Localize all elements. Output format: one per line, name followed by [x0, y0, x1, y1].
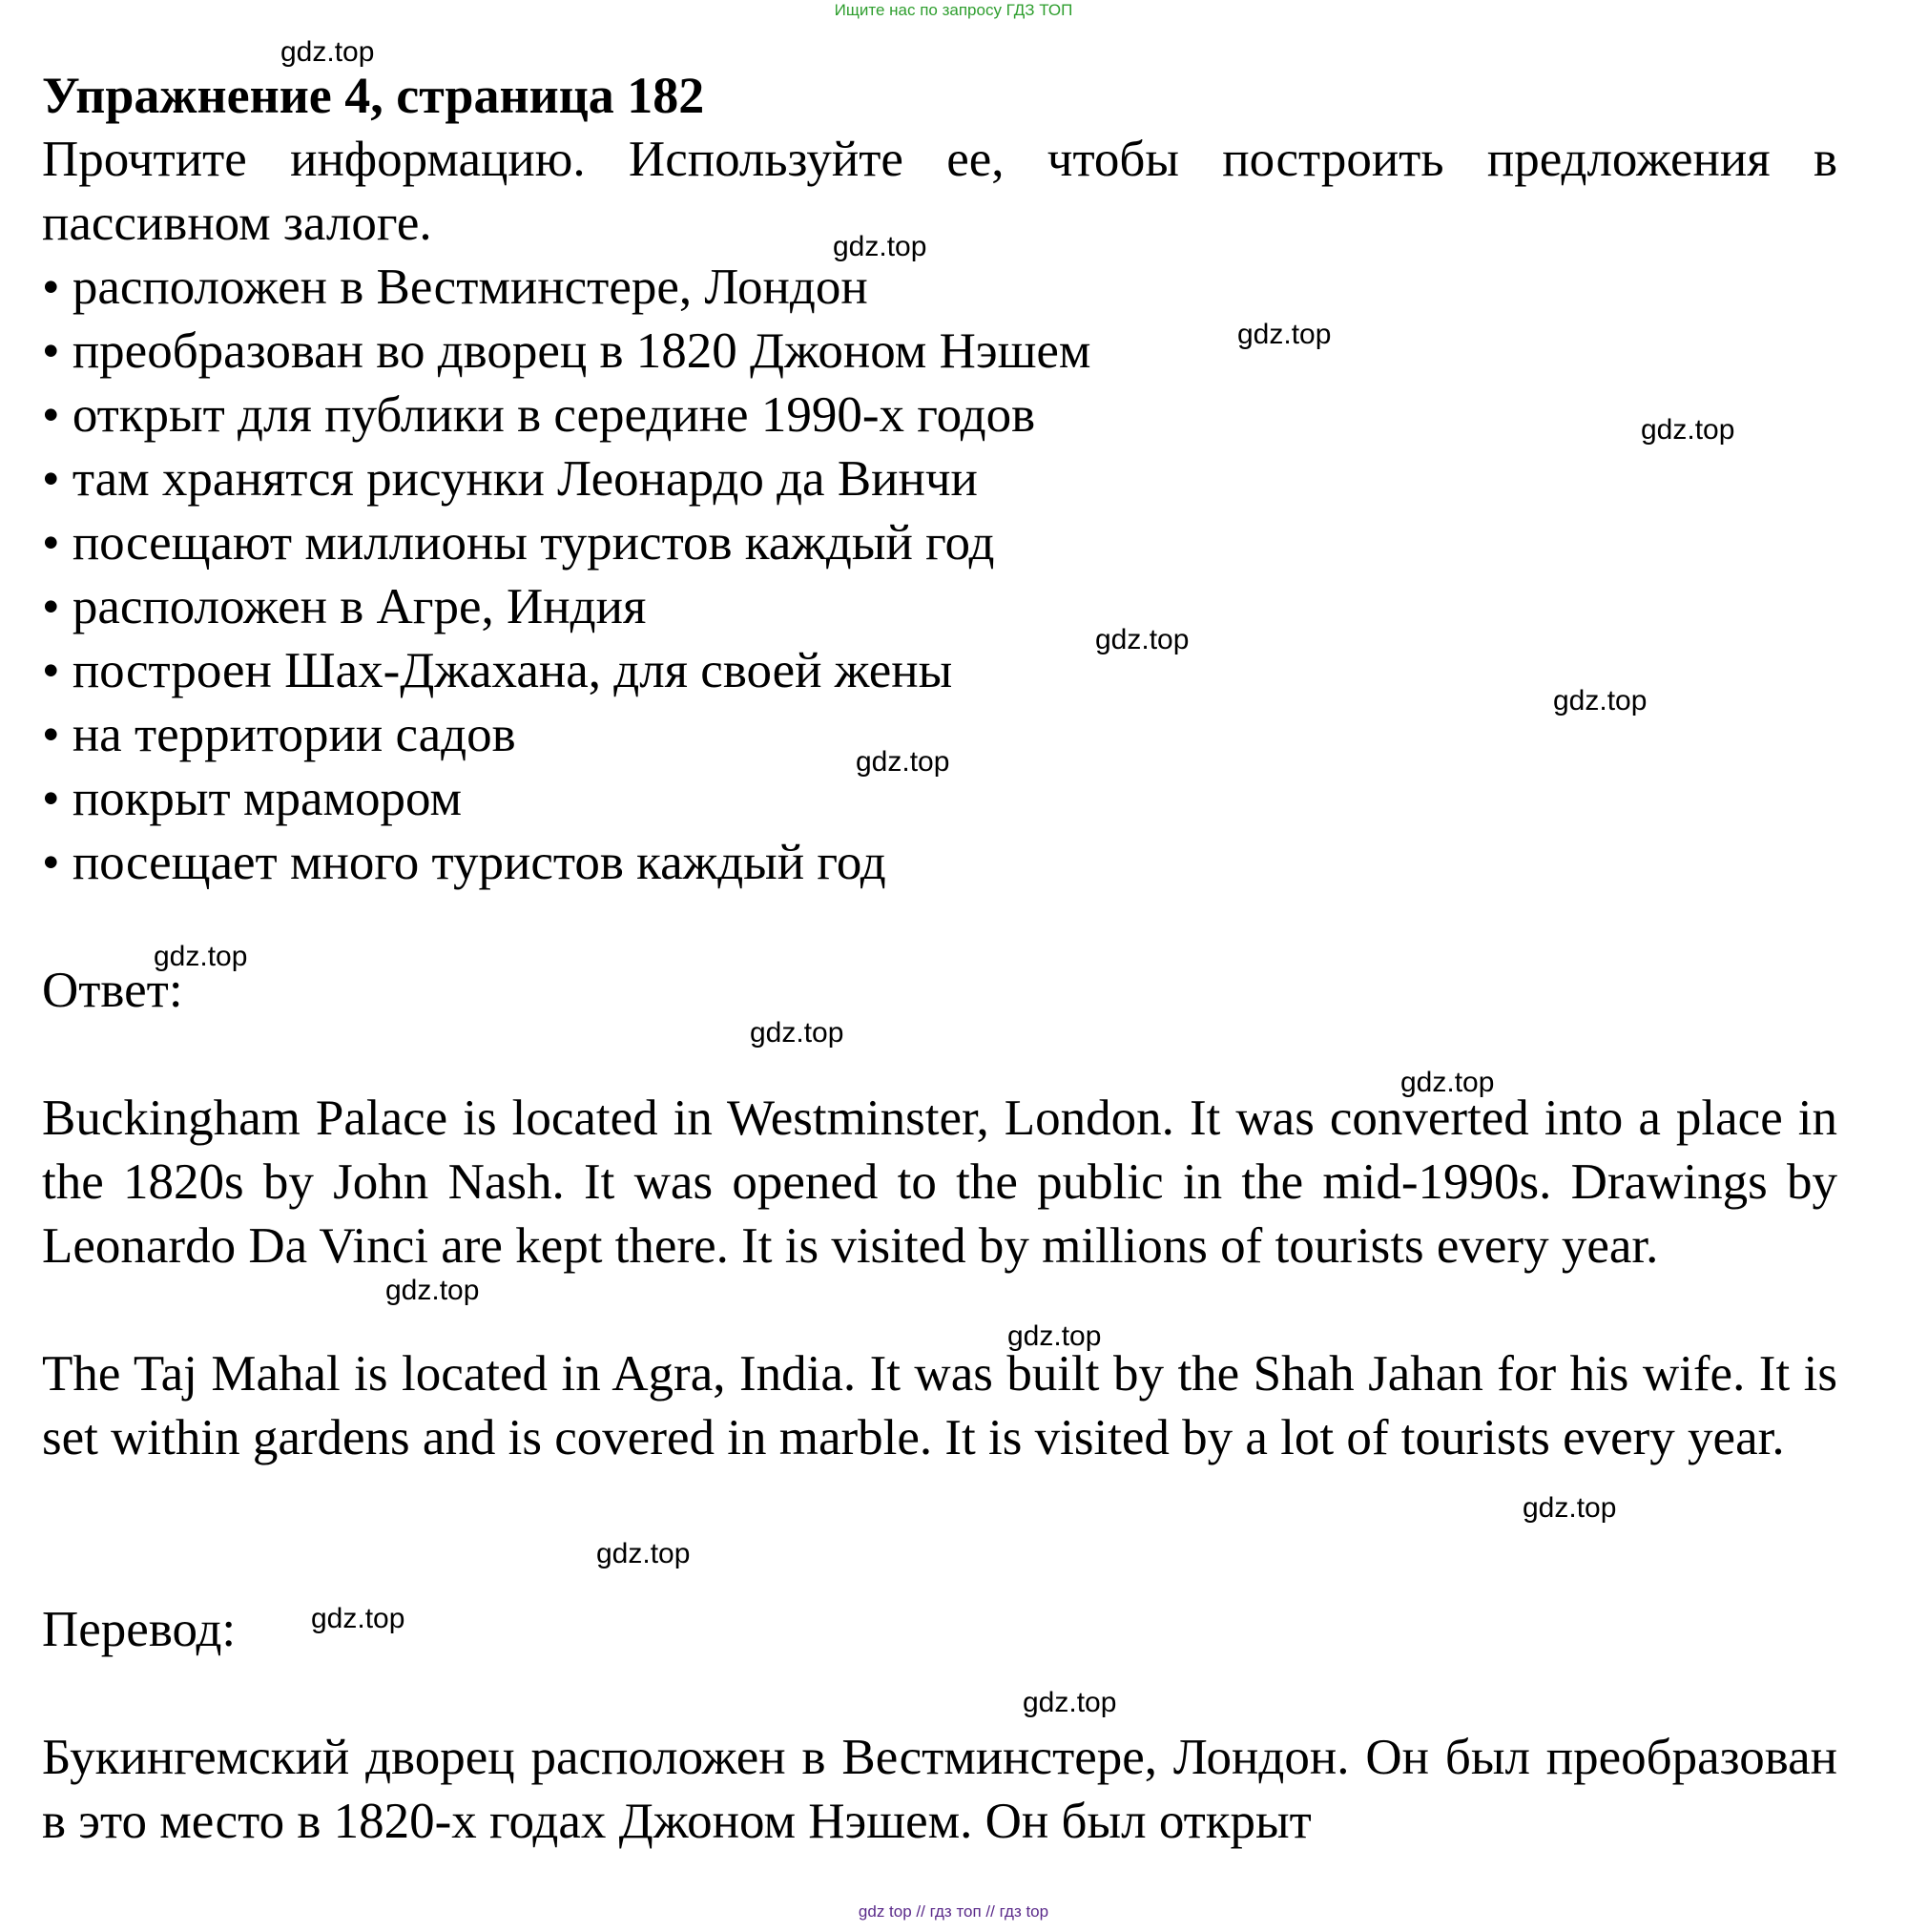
instruction-text: Прочтите информацию. Используйте ее, чтобы построить предложения в пассивном залоге. [42, 132, 1837, 251]
answer-label: Ответ: [42, 963, 183, 1018]
translation-paragraph: Букингемский дворец расположен в Вестминстере, Лондон. Он был преобразован в это место в 1820-х годах Джоном Нэшем. Он был открыт [42, 1730, 1837, 1849]
watermark: gdz.top [154, 941, 248, 972]
watermark: gdz.top [280, 36, 375, 68]
page-title: Упражнение 4, страница 182 [42, 67, 705, 124]
top-banner: Ищите нас по запросу ГДЗ ТОП [834, 1, 1073, 19]
watermark: gdz.top [1523, 1492, 1617, 1524]
watermark: gdz.top [1007, 1320, 1102, 1352]
fact-item: • расположен в Агре, Индия [42, 575, 1090, 639]
fact-item: • преобразован во дворец в 1820 Джоном Нэшем [42, 320, 1090, 384]
fact-item: • покрыт мрамором [42, 767, 1090, 831]
watermark: gdz.top [1641, 414, 1735, 446]
translation-label: Перевод: [42, 1602, 237, 1657]
watermark: gdz.top [1400, 1067, 1495, 1098]
fact-item: • построен Шах-Джахана, для своей жены [42, 639, 1090, 703]
fact-item: • расположен в Вестминстере, Лондон [42, 256, 1090, 320]
bottom-banner: gdz top // гдз топ // гдз top [858, 1902, 1049, 1921]
fact-item: • посещает много туристов каждый год [42, 831, 1090, 895]
watermark: gdz.top [385, 1275, 480, 1306]
watermark: gdz.top [856, 746, 950, 778]
watermark: gdz.top [750, 1017, 844, 1049]
watermark: gdz.top [1237, 319, 1332, 350]
watermark: gdz.top [1553, 685, 1648, 717]
watermark: gdz.top [1095, 624, 1190, 655]
answer-paragraph-taj-mahal: The Taj Mahal is located in Agra, India. It was built by the Shah Jahan for his wife. It is set within gardens and is covered in marble. It is visited by a lot of tourists every year. [42, 1346, 1837, 1465]
watermark: gdz.top [833, 231, 927, 262]
answer-paragraph-buckingham: Buckingham Palace is located in Westminster, London. It was converted into a place in the 1820s by John Nash. It was opened to the public in the mid-1990s. Drawings by Leonardo Da Vinci are kept there. It is visited by millions of tourists every year. [42, 1091, 1837, 1274]
fact-item: • там хранятся рисунки Леонардо да Винчи [42, 447, 1090, 511]
fact-list [42, 256, 1090, 895]
watermark: gdz.top [1023, 1687, 1117, 1718]
fact-item: • открыт для публики в середине 1990-х годов [42, 384, 1090, 447]
fact-item: • посещают миллионы туристов каждый год [42, 511, 1090, 575]
fact-item: • на территории садов [42, 703, 1090, 767]
watermark: gdz.top [311, 1603, 405, 1634]
watermark: gdz.top [596, 1538, 691, 1569]
